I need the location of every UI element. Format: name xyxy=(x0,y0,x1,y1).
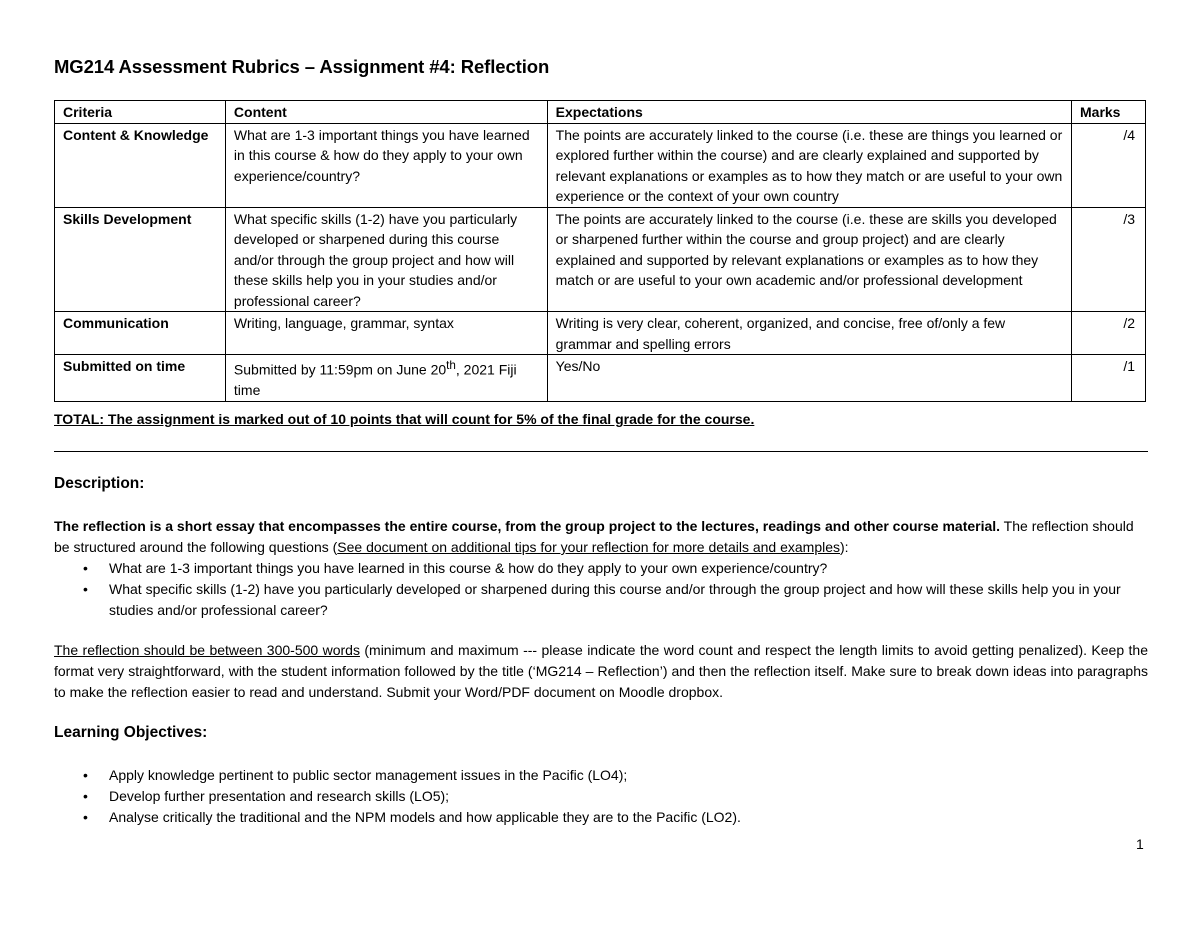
table-row xyxy=(55,123,1146,207)
expectations-cell: The points are accurately linked to the course (i.e. these are skills you developed or sharpened further within the course and group project) and are clearly explained and supported by relevant explanations or examples as to how they match or are useful to your own academic and/or professional development xyxy=(547,207,1071,312)
table-row xyxy=(55,312,1146,355)
table-row xyxy=(55,355,1146,402)
description-intro-end: ): xyxy=(840,539,849,555)
criteria-cell: Communication xyxy=(55,312,226,355)
description-heading: Description: xyxy=(54,475,145,492)
list-item: • What are 1-3 important things you have learned in this course & how do they apply to your own experience/country? xyxy=(54,558,1148,579)
criteria-cell: Skills Development xyxy=(55,207,226,312)
column-header-content: Content xyxy=(225,101,547,124)
tips-document-link[interactable]: See document on additional tips for your reflection for more details and examples xyxy=(337,539,841,555)
column-header-marks: Marks xyxy=(1072,101,1146,124)
content-cell: Writing, language, grammar, syntax xyxy=(225,312,547,355)
expectations-cell: Writing is very clear, coherent, organized, and concise, free of/only a few grammar and spelling errors xyxy=(547,312,1071,355)
learning-objectives-list xyxy=(54,765,1148,828)
table-row xyxy=(55,207,1146,312)
marks-cell: /3 xyxy=(1072,207,1146,312)
divider xyxy=(54,451,1148,452)
description-intro-bold: The reflection is a short essay that encompasses the entire course, from the group project to the lectures, readings and other course material. xyxy=(54,518,1001,534)
column-header-criteria: Criteria xyxy=(55,101,226,124)
content-cell: What specific skills (1-2) have you particularly developed or sharpened during this course and/or through the group project and how will these skills help you in your studies and/or professional career? xyxy=(225,207,547,312)
ordinal-suffix: th xyxy=(446,359,456,372)
bullet-icon: • xyxy=(83,560,88,576)
marks-cell: /1 xyxy=(1072,355,1146,402)
content-cell: What are 1-3 important things you have learned in this course & how do they apply to your own experience/country? xyxy=(225,123,547,207)
list-item: • Analyse critically the traditional and the NPM models and how applicable they are to the Pacific (LO2). xyxy=(54,807,1148,828)
expectations-cell: Yes/No xyxy=(547,355,1071,402)
description-question-list xyxy=(54,558,1148,621)
column-header-expectations: Expectations xyxy=(547,101,1071,124)
length-paragraph-text: (minimum and maximum --- please indicate the word count and respect the length limits to avoid getting penalized). Keep the format very straightforward, with the student information followed by the title (‘MG214 – Reflection’) and then the reflection itself. Make sure to break down ideas into paragraphs to make the reflection easier to read and understand. Submit your Word/PDF document on Moodle dropbox. xyxy=(54,642,1148,700)
deadline-text: Submitted by 11:59pm on June 20 xyxy=(233,361,447,378)
bullet-icon: • xyxy=(83,767,88,783)
bullet-icon: • xyxy=(83,581,88,597)
expectations-cell: The points are accurately linked to the course (i.e. these are things you learned or explored further within the course) and are clearly explained and supported by relevant explanations or examples as to how they match or are useful to your own experience or the context of your own country xyxy=(547,123,1071,207)
table-header-row xyxy=(55,101,1146,124)
marks-cell: /4 xyxy=(1072,123,1146,207)
description-intro xyxy=(54,516,1148,558)
word-limit-text: The reflection should be between 300-500 words xyxy=(54,642,360,658)
list-item: • What specific skills (1-2) have you particularly developed or sharpened during this course and/or through the group project and how will these skills help you in your studies and/or professional career? xyxy=(83,581,1121,618)
bullet-icon: • xyxy=(83,809,88,825)
page-number: 1 xyxy=(1136,836,1144,852)
rubric-table xyxy=(54,100,1146,402)
list-item: • Apply knowledge pertinent to public sector management issues in the Pacific (LO4); xyxy=(54,765,1148,786)
bullet-icon: • xyxy=(83,788,88,804)
criteria-cell: Content & Knowledge xyxy=(55,123,226,207)
page-title: MG214 Assessment Rubrics – Assignment #4: Reflection xyxy=(54,56,550,77)
total-note: TOTAL: The assignment is marked out of 10 points that will count for 5% of the final grade for the course. xyxy=(54,411,755,427)
deadline-text-end: , 2021 Fiji time xyxy=(233,361,517,399)
marks-cell: /2 xyxy=(1072,312,1146,355)
criteria-cell: Submitted on time xyxy=(55,355,226,402)
list-item: • Develop further presentation and research skills (LO5); xyxy=(54,786,1148,807)
learning-objectives-heading: Learning Objectives: xyxy=(54,724,208,741)
length-paragraph xyxy=(54,640,1148,703)
content-cell xyxy=(225,355,547,402)
description-intro-text: The reflection should be structured around the following questions ( xyxy=(54,518,1134,555)
